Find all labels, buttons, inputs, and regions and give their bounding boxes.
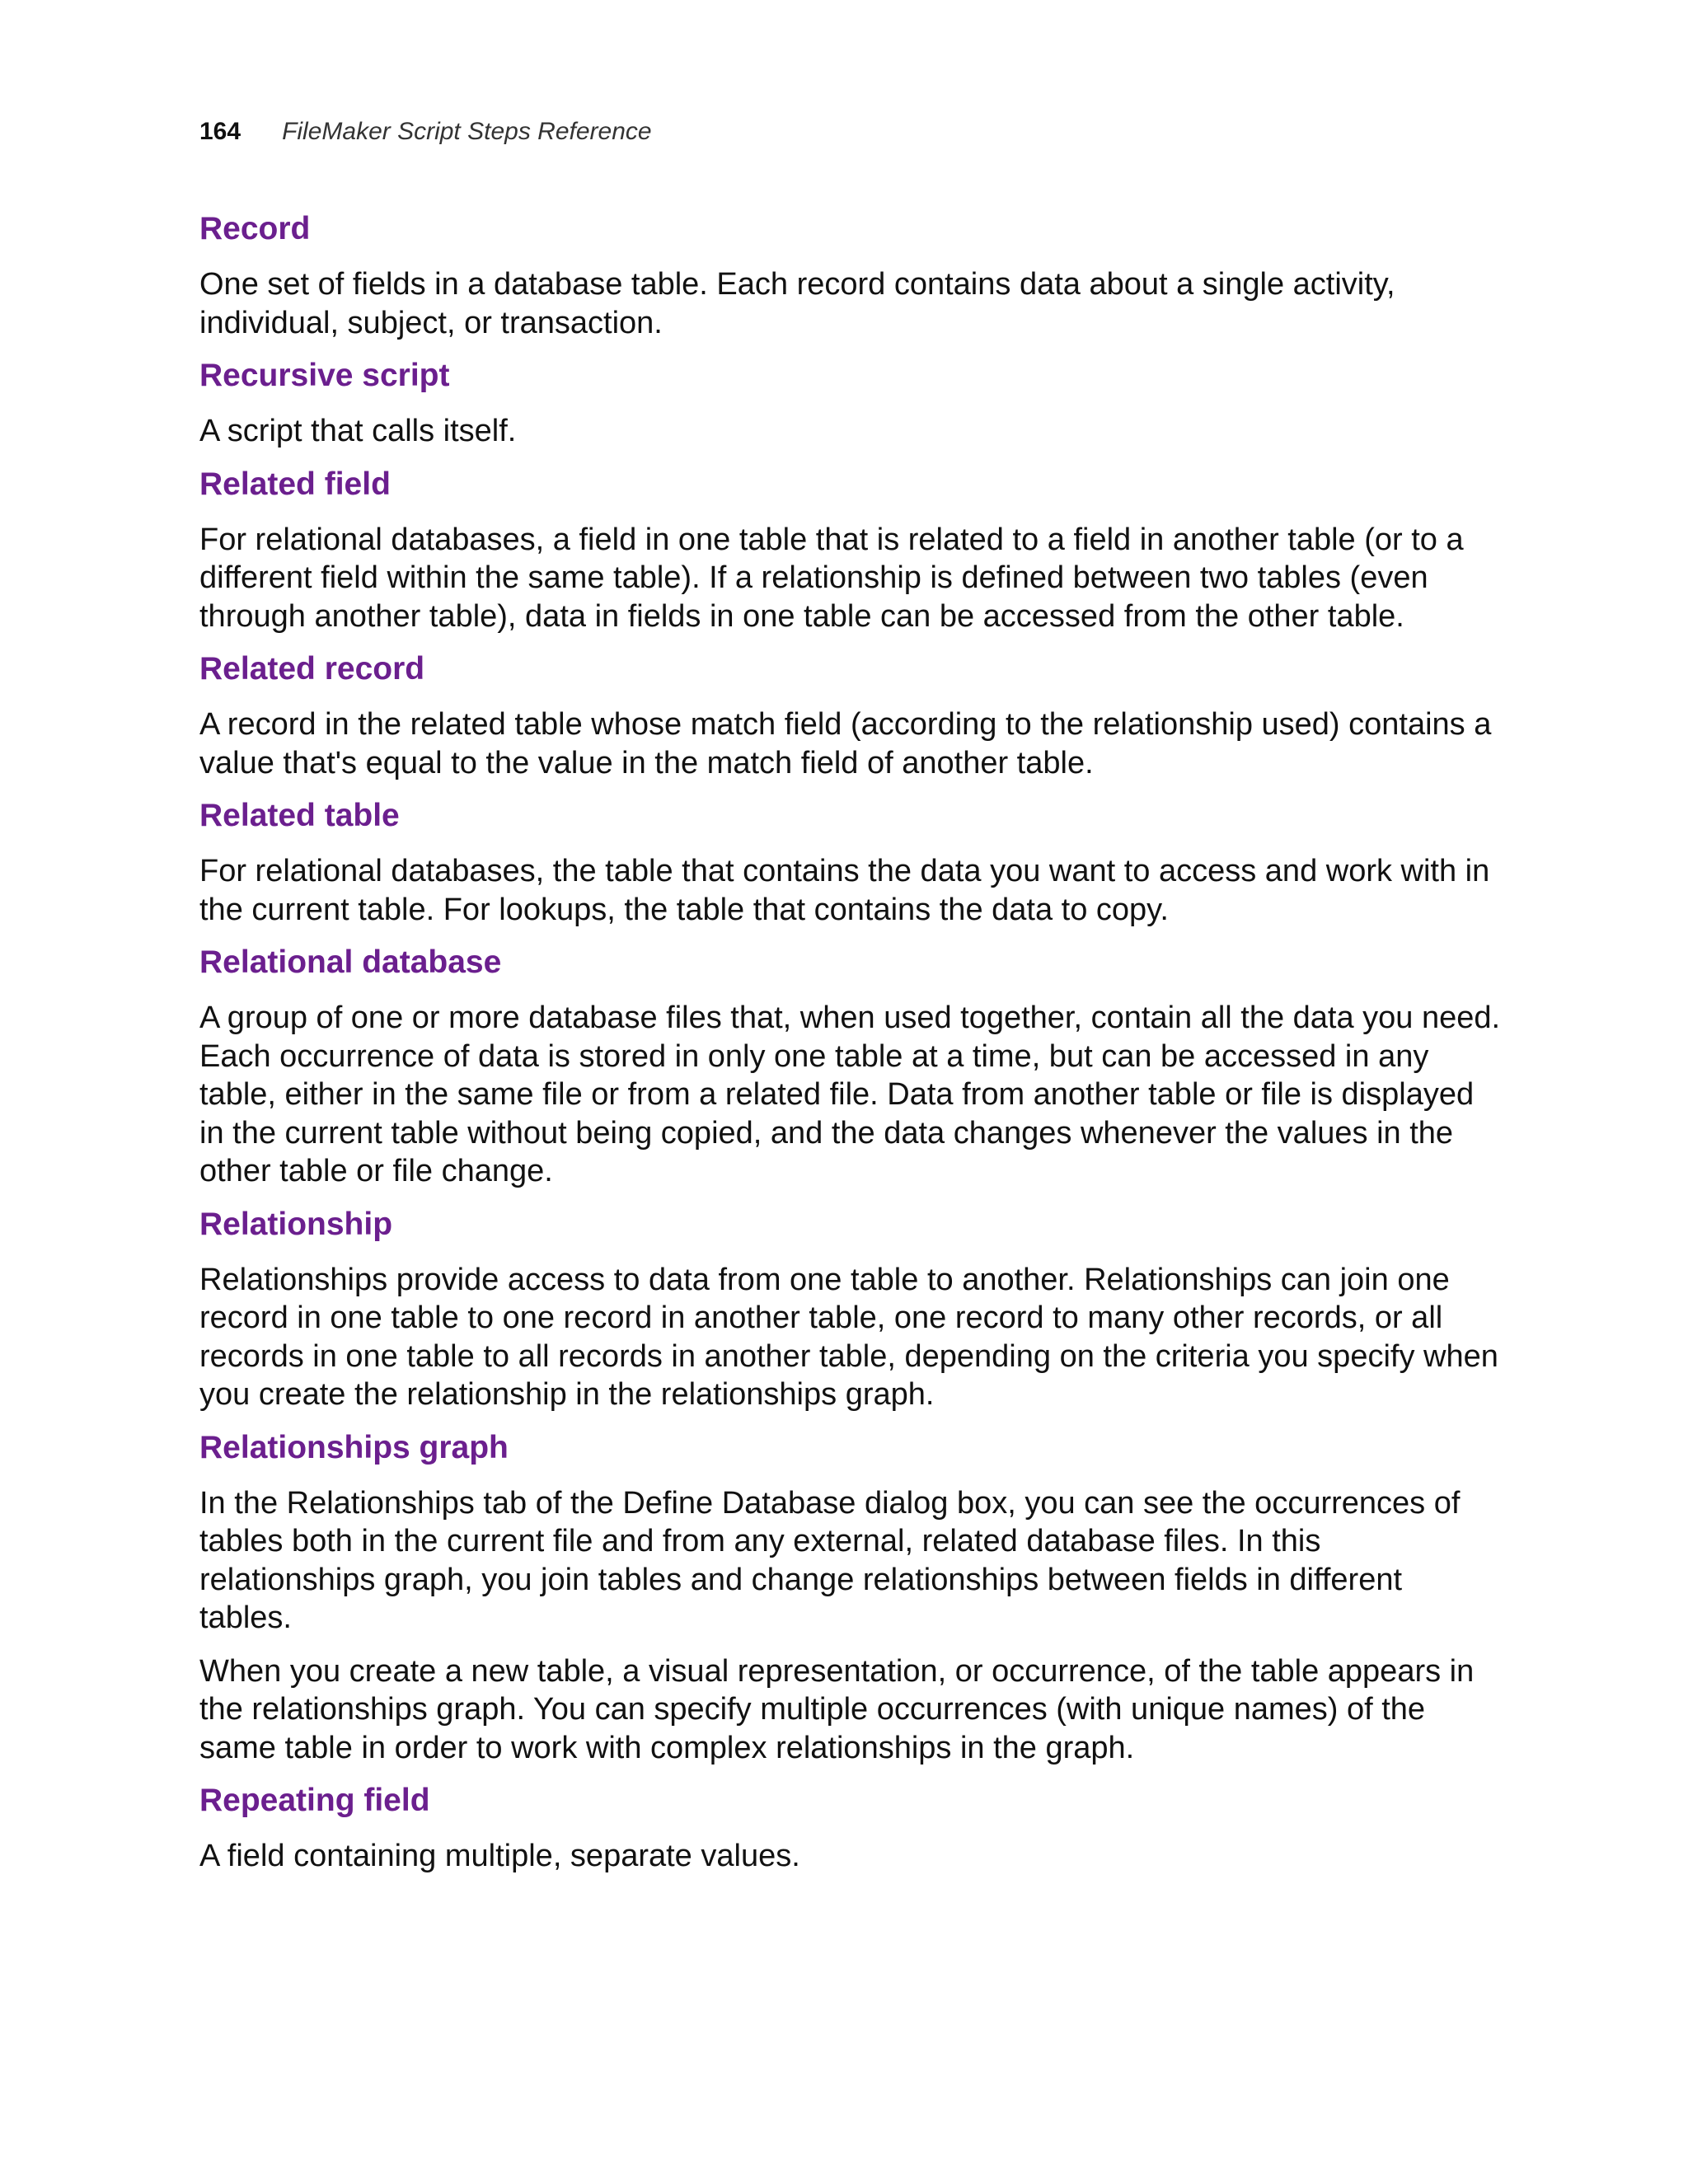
- definition-related-record: A record in the related table whose match field (according to the relationship used) contains a value that's equal to the value in the match field of another table.: [199, 707, 1492, 780]
- term-related-table: Related table: [199, 798, 400, 833]
- definition-related-table: For relational databases, the table that contains the data you want to access and work with in the current table. For lookups, the table that contains the data to copy.: [199, 854, 1490, 927]
- term-related-record: Related record: [199, 651, 425, 687]
- term-relationships-graph: Relationships graph: [199, 1429, 509, 1465]
- term-repeating-field: Repeating field: [199, 1783, 430, 1818]
- term-related-field: Related field: [199, 466, 391, 502]
- term-recursive-script: Recursive script: [199, 358, 450, 393]
- definition-relationships-graph: In the Relationships tab of the Define Database dialog box, you can see the occurrences of tables both in the current file and from any external, related database files. In this relationships graph, you join tables and change relationships between fields in different tables.: [199, 1485, 1461, 1635]
- page-header: [199, 115, 652, 148]
- definition-related-field: For relational databases, a field in one table that is related to a field in another table (or to a different field within the same table). If a relationship is defined between two tables (even through another table), data in fields in one table can be accessed from the other table.: [199, 522, 1464, 634]
- term-relationship: Relationship: [199, 1206, 393, 1242]
- definition-repeating-field: A field containing multiple, separate values.: [199, 1839, 800, 1873]
- definition-relational-database: A group of one or more database files that, when used together, contain all the data you need. Each occurrence of data is stored in only one table at a time, but can be accessed in any table, either in the same file or from a related file. Data from another table or file is displayed in the current table without being copied, and the data changes whenever the values in the other table or file change.: [199, 1001, 1501, 1188]
- definition-record: One set of fields in a database table. Each record contains data about a single activity, individual, subject, or transaction.: [199, 267, 1395, 340]
- definition-relationship: Relationships provide access to data from one table to another. Relationships can join one record in one table to one record in another table, one record to many other records, or all records in one table to all records in another table, depending on the criteria you specify when you create the relationship in the relationships graph.: [199, 1262, 1498, 1412]
- running-title: FileMaker Script Steps Reference: [282, 118, 652, 145]
- definition-relationships-graph-continued: When you create a new table, a visual representation, or occurrence, of the table appears in the relationships graph. You can specify multiple occurrences (with unique names) of the same table in order to work with complex relationships in the graph.: [199, 1653, 1475, 1765]
- page-number: 164: [199, 118, 241, 145]
- term-relational-database: Relational database: [199, 944, 502, 980]
- definition-recursive-script: A script that calls itself.: [199, 414, 517, 448]
- glossary-content: [199, 210, 1502, 1891]
- term-record: Record: [199, 211, 311, 246]
